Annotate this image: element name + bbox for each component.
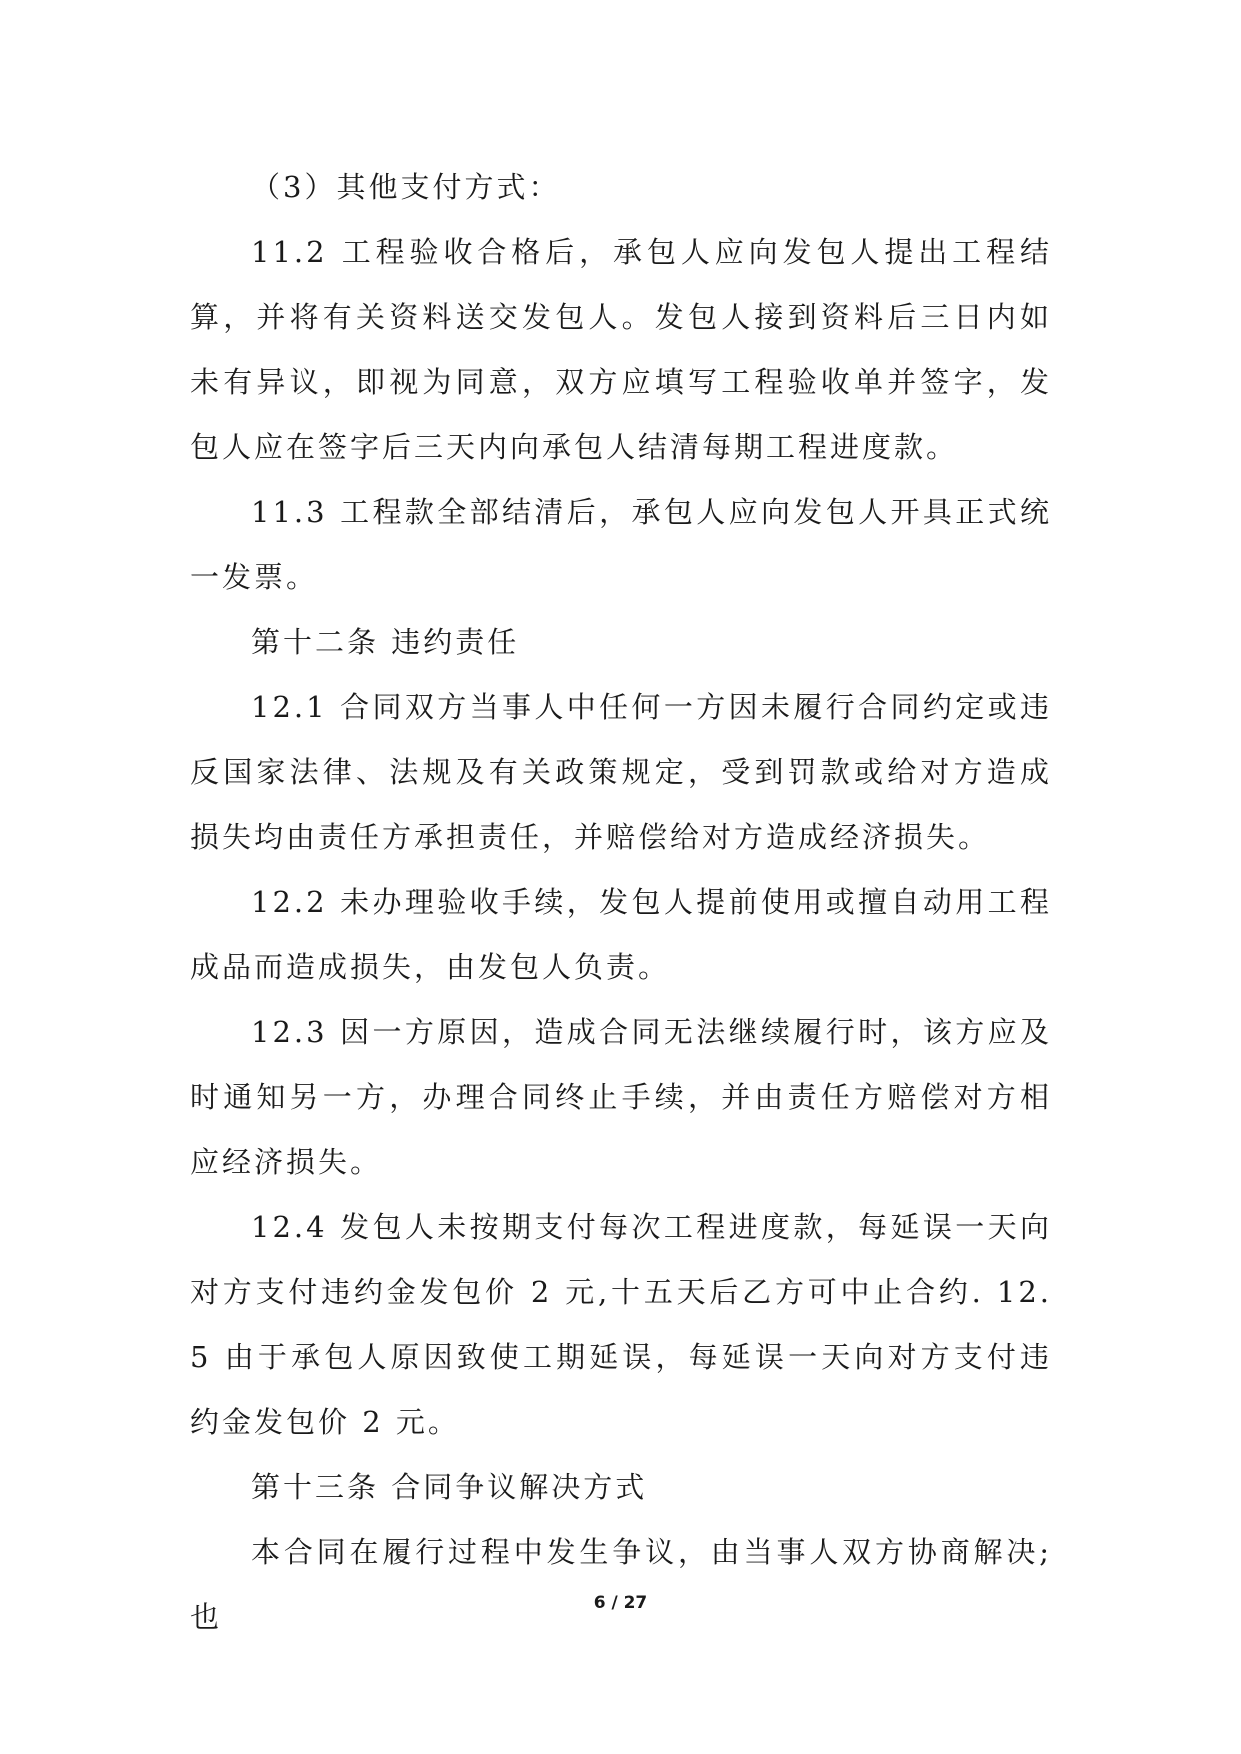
heading-article-13: 第十三条 合同争议解决方式	[251, 1470, 648, 1504]
paragraph-12-2: 12.2 未办理验收手续，发包人提前使用或擅自动用工程成品而造成损失，由发包人负责。	[190, 885, 1052, 984]
paragraph-12-3: 12.3 因一方原因，造成合同无法继续履行时，该方应及时通知另一方，办理合同终止手续，并由责任方赔偿对方相应经济损失。	[190, 1015, 1052, 1179]
paragraph-11-2: 11.2 工程验收合格后，承包人应向发包人提出工程结算，并将有关资料送交发包人。发包人接到资料后三日内如未有异议，即视为同意，双方应填写工程验收单并签字，发包人应在签字后三天内向承包人结清每期工程进度款。	[190, 235, 1052, 464]
paragraph-11-3: 11.3 工程款全部结清后，承包人应向发包人开具正式统一发票。	[190, 495, 1052, 594]
heading-article-12: 第十二条 违约责任	[251, 625, 520, 659]
paragraph-12-4: 12.4 发包人未按期支付每次工程进度款，每延误一天向对方支付违约金发包价 2 元,十五天后乙方可中止合约. 12.5 由于承包人原因致使工期延误，每延误一天向对方支付违约金发包价 2 元。	[190, 1210, 1052, 1439]
paragraph-12-1: 12.1 合同双方当事人中任何一方因未履行合同约定或违反国家法律、法规及有关政策规定，受到罚款或给对方造成损失均由责任方承担责任，并赔偿给对方造成经济损失。	[190, 690, 1052, 854]
paragraph-dispute-resolution: 本合同在履行过程中发生争议，由当事人双方协商解决;也	[190, 1535, 1052, 1634]
page-number: 6 / 27	[593, 1593, 648, 1613]
paragraph-other-payment: （3）其他支付方式：	[251, 170, 561, 204]
document-body	[190, 155, 1052, 1650]
